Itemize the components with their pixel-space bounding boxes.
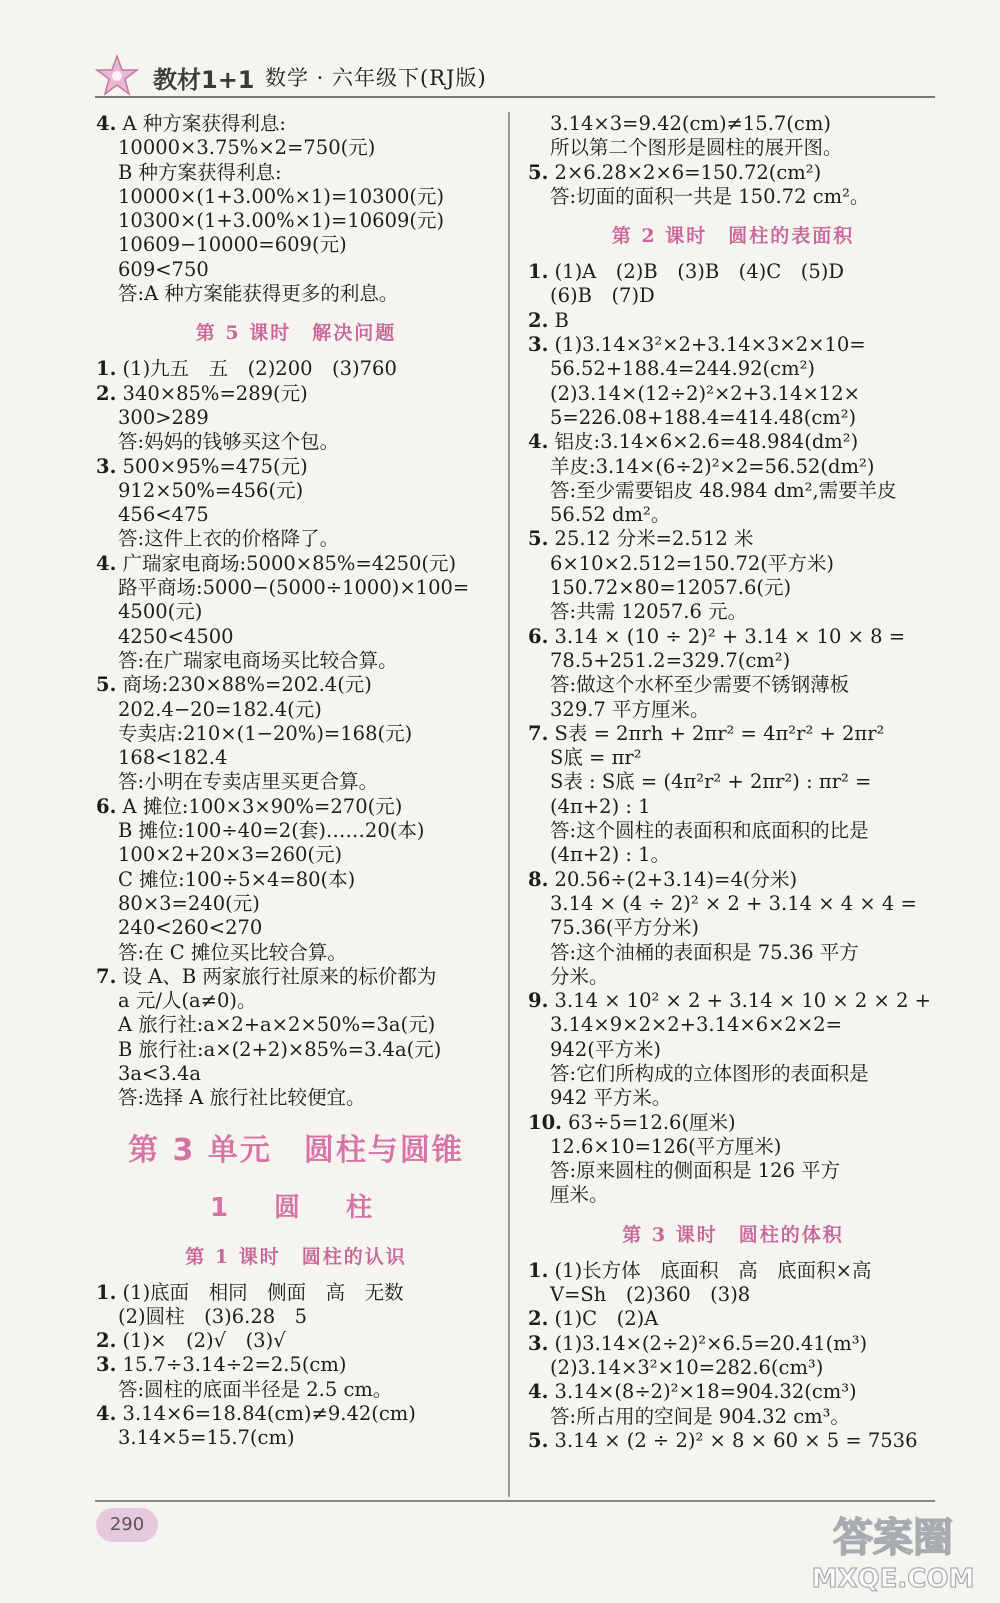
question-number: 2. bbox=[96, 1329, 117, 1353]
answer-line: (4π+2) : 1 bbox=[550, 794, 651, 818]
answer-text: (1)九五 五 (2)200 (3)760 bbox=[116, 357, 397, 381]
answer-line: B 摊位:100÷40=2(套)……20(本) bbox=[118, 819, 425, 843]
answer-line: (2)3.14×3²×10=282.6(cm³) bbox=[550, 1355, 824, 1379]
question-number: 3. bbox=[96, 454, 117, 478]
answer-line bbox=[96, 795, 496, 819]
answer-line: 3.14×3=9.42(cm)≠15.7(cm) bbox=[550, 112, 831, 135]
footer-rule bbox=[95, 1500, 935, 1502]
answer-line: 答:至少需要铝皮 48.984 dm²,需要羊皮 bbox=[550, 478, 897, 502]
question-number: 7. bbox=[528, 721, 549, 745]
answer-text: (1)底面 相同 侧面 高 无数 bbox=[116, 1280, 404, 1304]
answer-text: (1)3.14×(2÷2)²×6.5=20.41(m³) bbox=[548, 1331, 868, 1355]
answer-line bbox=[528, 989, 938, 1013]
answer-line bbox=[528, 527, 938, 551]
answer-line bbox=[528, 430, 938, 454]
answer-line: 厘米。 bbox=[550, 1183, 609, 1207]
answer-text: B bbox=[548, 308, 569, 332]
answer-line: A 旅行社:a×2+a×2×50%=3a(元) bbox=[118, 1013, 436, 1037]
answer-text: 广瑞家电商场:5000×85%=4250(元) bbox=[116, 551, 457, 575]
answer-line: V=Sh (2)360 (3)8 bbox=[550, 1283, 751, 1307]
answer-line: 6×10×2.512=150.72(平方米) bbox=[550, 551, 835, 575]
column-divider bbox=[508, 112, 510, 1497]
answer-line: (4π+2) : 1。 bbox=[550, 843, 671, 867]
book-brand: 教材1+1 bbox=[153, 66, 255, 94]
answer-text: 商场:230×88%=202.4(元) bbox=[116, 673, 372, 697]
answer-line: B 种方案获得利息: bbox=[118, 160, 282, 184]
answer-line bbox=[528, 161, 938, 185]
answer-text: 63÷5=12.6(厘米) bbox=[561, 1110, 736, 1134]
answer-text: (1)A (2)B (3)B (4)C (5)D bbox=[548, 260, 844, 284]
right-column bbox=[528, 112, 938, 1453]
answer-text: 3.14×6=18.84(cm)≠9.42(cm) bbox=[116, 1402, 416, 1426]
watermark-title: 答案圈 bbox=[833, 1515, 953, 1561]
answer-line bbox=[96, 1353, 496, 1377]
answer-line: 10000×3.75%×2=750(元) bbox=[118, 136, 376, 160]
answer-line bbox=[528, 625, 938, 649]
answer-line: 456<475 bbox=[118, 503, 209, 527]
answer-line: 分米。 bbox=[550, 964, 609, 988]
answer-text: 3.14 × 10² × 2 + 3.14 × 10 × 2 × 2 + bbox=[548, 989, 932, 1013]
answer-text: (1)C (2)A bbox=[548, 1307, 659, 1331]
answer-line: 所以第二个图形是圆柱的展开图。 bbox=[550, 136, 843, 160]
question-number: 1. bbox=[96, 357, 117, 381]
answer-line: 答:它们所构成的立体图形的表面积是 bbox=[550, 1061, 869, 1085]
answer-text: A 种方案获得利息: bbox=[116, 112, 286, 135]
answer-line bbox=[96, 382, 496, 406]
answer-line: 答:A 种方案能获得更多的利息。 bbox=[118, 282, 399, 306]
answer-line: 912×50%=456(元) bbox=[118, 478, 304, 502]
answer-line: 942 平方米。 bbox=[550, 1086, 672, 1110]
answer-line: 答:原来圆柱的侧面积是 126 平方 bbox=[550, 1159, 841, 1183]
answer-line bbox=[528, 1111, 938, 1135]
answer-line: 100×2+20×3=260(元) bbox=[118, 843, 343, 867]
question-number: 2. bbox=[528, 308, 549, 332]
answer-text: S表 = 2πrh + 2πr² = 4π²r² + 2πr² bbox=[548, 721, 885, 745]
section-heading: 1 圆 柱 bbox=[209, 1192, 383, 1223]
answer-text: 3.14×(8÷2)²×18=904.32(cm³) bbox=[548, 1380, 857, 1404]
answer-line: (6)B (7)D bbox=[550, 284, 655, 308]
answer-text: 3.14 × (2 ÷ 2)² × 8 × 60 × 5 = 7536 bbox=[548, 1428, 918, 1452]
answer-line: 羊皮:3.14×(6÷2)²×2=56.52(dm²) bbox=[550, 454, 875, 478]
answer-line: 3a<3.4a bbox=[118, 1061, 202, 1085]
answer-text: (1)3.14×3²×2+3.14×3×2×10= bbox=[548, 333, 866, 357]
answer-line: 答:在广瑞家电商场买比较合算。 bbox=[118, 648, 398, 672]
question-number: 1. bbox=[528, 1258, 549, 1282]
question-number: 5. bbox=[528, 160, 549, 184]
question-number: 5. bbox=[96, 673, 117, 697]
question-number: 4. bbox=[96, 112, 117, 135]
answer-line bbox=[96, 552, 496, 576]
question-number: 7. bbox=[96, 964, 117, 988]
answer-line bbox=[96, 455, 496, 479]
answer-line: 942(平方米) bbox=[550, 1037, 661, 1061]
answer-line: 答:切面的面积一共是 150.72 cm²。 bbox=[550, 184, 870, 208]
answer-text: 15.7÷3.14÷2=2.5(cm) bbox=[116, 1353, 347, 1377]
answer-line: 答:圆柱的底面半径是 2.5 cm。 bbox=[118, 1377, 393, 1401]
answer-line: 答:选择 A 旅行社比较便宜。 bbox=[118, 1086, 366, 1110]
answer-line: 答:所占用的空间是 904.32 cm³。 bbox=[550, 1404, 850, 1428]
answer-line bbox=[96, 1329, 496, 1353]
question-number: 4. bbox=[96, 1402, 117, 1426]
header-rule bbox=[95, 96, 935, 98]
question-number: 10. bbox=[528, 1110, 562, 1134]
answer-text: 2×6.28×2×6=150.72(cm²) bbox=[548, 160, 822, 184]
watermark-logo bbox=[808, 1505, 978, 1597]
question-number: 4. bbox=[528, 1380, 549, 1404]
question-number: 2. bbox=[528, 1307, 549, 1331]
question-number: 4. bbox=[528, 430, 549, 454]
answer-line bbox=[528, 1380, 938, 1404]
question-number: 5. bbox=[528, 1428, 549, 1452]
answer-text: 设 A、B 两家旅行社原来的标价都为 bbox=[116, 964, 437, 988]
question-number: 4. bbox=[96, 551, 117, 575]
book-subtitle: 数学 · 六年级下(RJ版) bbox=[265, 66, 487, 90]
answer-line: 10000×(1+3.00%×1)=10300(元) bbox=[118, 184, 445, 208]
answer-line: 78.5+251.2=329.7(cm²) bbox=[550, 648, 791, 672]
question-number: 9. bbox=[528, 989, 549, 1013]
answer-line: (2)圆柱 (3)6.28 5 bbox=[118, 1304, 308, 1328]
answer-line: 56.52 dm²。 bbox=[550, 503, 671, 527]
answer-text: 340×85%=289(元) bbox=[116, 381, 308, 405]
answer-text: 铝皮:3.14×6×2.6=48.984(dm²) bbox=[548, 430, 859, 454]
lesson-heading: 第 2 课时 圆柱的表面积 bbox=[611, 225, 855, 248]
answer-line: 329.7 平方厘米。 bbox=[550, 697, 710, 721]
answer-line: (2)3.14×(12÷2)²×2+3.14×12× bbox=[550, 381, 860, 405]
lesson-heading: 第 1 课时 圆柱的认识 bbox=[185, 1245, 407, 1268]
answer-line bbox=[528, 868, 938, 892]
answer-text: (1)长方体 底面积 高 底面积×高 bbox=[548, 1258, 872, 1282]
answer-line: 56.52+188.4=244.92(cm²) bbox=[550, 357, 816, 381]
lesson-heading: 第 3 课时 圆柱的体积 bbox=[622, 1223, 844, 1246]
answer-line: 10300×(1+3.00%×1)=10609(元) bbox=[118, 209, 445, 233]
page-header bbox=[95, 52, 935, 102]
answer-line bbox=[528, 722, 938, 746]
answer-line: 5=226.08+188.4=414.48(cm²) bbox=[550, 405, 857, 429]
answer-text: A 摊位:100×3×90%=270(元) bbox=[116, 794, 403, 818]
answer-line: 3.14×5=15.7(cm) bbox=[118, 1426, 295, 1450]
answer-line: B 旅行社:a×(2+2)×85%=3.4a(元) bbox=[118, 1037, 442, 1061]
answer-line: 4500(元) bbox=[118, 600, 203, 624]
answer-line: 609<750 bbox=[118, 257, 209, 281]
answer-line: 答:妈妈的钱够买这个包。 bbox=[118, 430, 340, 454]
answer-line: 路平商场:5000−(5000÷1000)×100= bbox=[118, 576, 470, 600]
answer-line: 专卖店:210×(1−20%)=168(元) bbox=[118, 721, 413, 745]
answer-line: 答:这个油桶的表面积是 75.36 平方 bbox=[550, 940, 859, 964]
answer-line bbox=[528, 1259, 938, 1283]
question-number: 5. bbox=[528, 527, 549, 551]
answer-line: 10609−10000=609(元) bbox=[118, 233, 347, 257]
answer-line bbox=[96, 1281, 496, 1305]
unit-heading: 第 3 单元 圆柱与圆锥 bbox=[128, 1132, 464, 1168]
answer-line bbox=[528, 1429, 938, 1453]
answer-line: 80×3=240(元) bbox=[118, 891, 260, 915]
answer-line: 300>289 bbox=[118, 405, 209, 429]
question-number: 3. bbox=[528, 1331, 549, 1355]
answer-text: 500×95%=475(元) bbox=[116, 454, 308, 478]
answer-line: S表 : S底 = (4π²r² + 2πr²) : πr² = bbox=[550, 770, 872, 794]
watermark-url: MXQE.COM bbox=[811, 1564, 975, 1594]
answer-line: C 摊位:100÷5×4=80(本) bbox=[118, 867, 356, 891]
answer-line: 答:这个圆柱的表面积和底面积的比是 bbox=[550, 819, 869, 843]
answer-line: 答:小明在专卖店里买更合算。 bbox=[118, 770, 379, 794]
answer-line: a 元/人(a≠0)。 bbox=[118, 989, 257, 1013]
answer-line bbox=[96, 112, 496, 136]
answer-line: 3.14×9×2×2+3.14×6×2×2= bbox=[550, 1013, 842, 1037]
answer-line bbox=[96, 357, 496, 381]
lesson-heading: 第 5 课时 解决问题 bbox=[195, 322, 397, 345]
answer-line: 答:做这个水杯至少需要不锈钢薄板 bbox=[550, 673, 850, 697]
answer-line: 12.6×10=126(平方厘米) bbox=[550, 1134, 782, 1158]
answer-text: 25.12 分米=2.512 米 bbox=[548, 527, 754, 551]
question-number: 8. bbox=[528, 867, 549, 891]
question-number: 1. bbox=[96, 1280, 117, 1304]
question-number: 3. bbox=[96, 1353, 117, 1377]
answer-text: 3.14 × (10 ÷ 2)² + 3.14 × 10 × 8 = bbox=[548, 624, 906, 648]
answer-line bbox=[528, 1307, 938, 1331]
answer-line bbox=[96, 1402, 496, 1426]
answer-line: S底 = πr² bbox=[550, 746, 642, 770]
left-column bbox=[96, 112, 496, 1451]
answer-line: 答:这件上衣的价格降了。 bbox=[118, 527, 340, 551]
answer-line: 202.4−20=182.4(元) bbox=[118, 697, 322, 721]
answer-line bbox=[528, 1332, 938, 1356]
question-number: 3. bbox=[528, 333, 549, 357]
answer-line bbox=[528, 333, 938, 357]
answer-line: 答:共需 12057.6 元。 bbox=[550, 600, 748, 624]
answer-line: 3.14 × (4 ÷ 2)² × 2 + 3.14 × 4 × 4 = bbox=[550, 891, 917, 915]
answer-line bbox=[96, 965, 496, 989]
question-number: 6. bbox=[528, 624, 549, 648]
answer-text: (1)× (2)√ (3)√ bbox=[116, 1329, 286, 1353]
answer-line: 4250<4500 bbox=[118, 624, 234, 648]
answer-line: 75.36(平方分米) bbox=[550, 916, 700, 940]
answer-text: 20.56÷(2+3.14)=4(分米) bbox=[548, 867, 798, 891]
answer-line: 168<182.4 bbox=[118, 746, 228, 770]
answer-line bbox=[96, 673, 496, 697]
answer-line bbox=[528, 260, 938, 284]
answer-line: 150.72×80=12057.6(元) bbox=[550, 576, 792, 600]
answer-line: 240<260<270 bbox=[118, 916, 263, 940]
answer-line bbox=[528, 309, 938, 333]
star-logo-icon bbox=[95, 54, 139, 98]
question-number: 2. bbox=[96, 381, 117, 405]
question-number: 6. bbox=[96, 794, 117, 818]
answer-line: 答:在 C 摊位买比较合算。 bbox=[118, 940, 347, 964]
page-number: 290 bbox=[109, 1514, 145, 1535]
question-number: 1. bbox=[528, 260, 549, 284]
